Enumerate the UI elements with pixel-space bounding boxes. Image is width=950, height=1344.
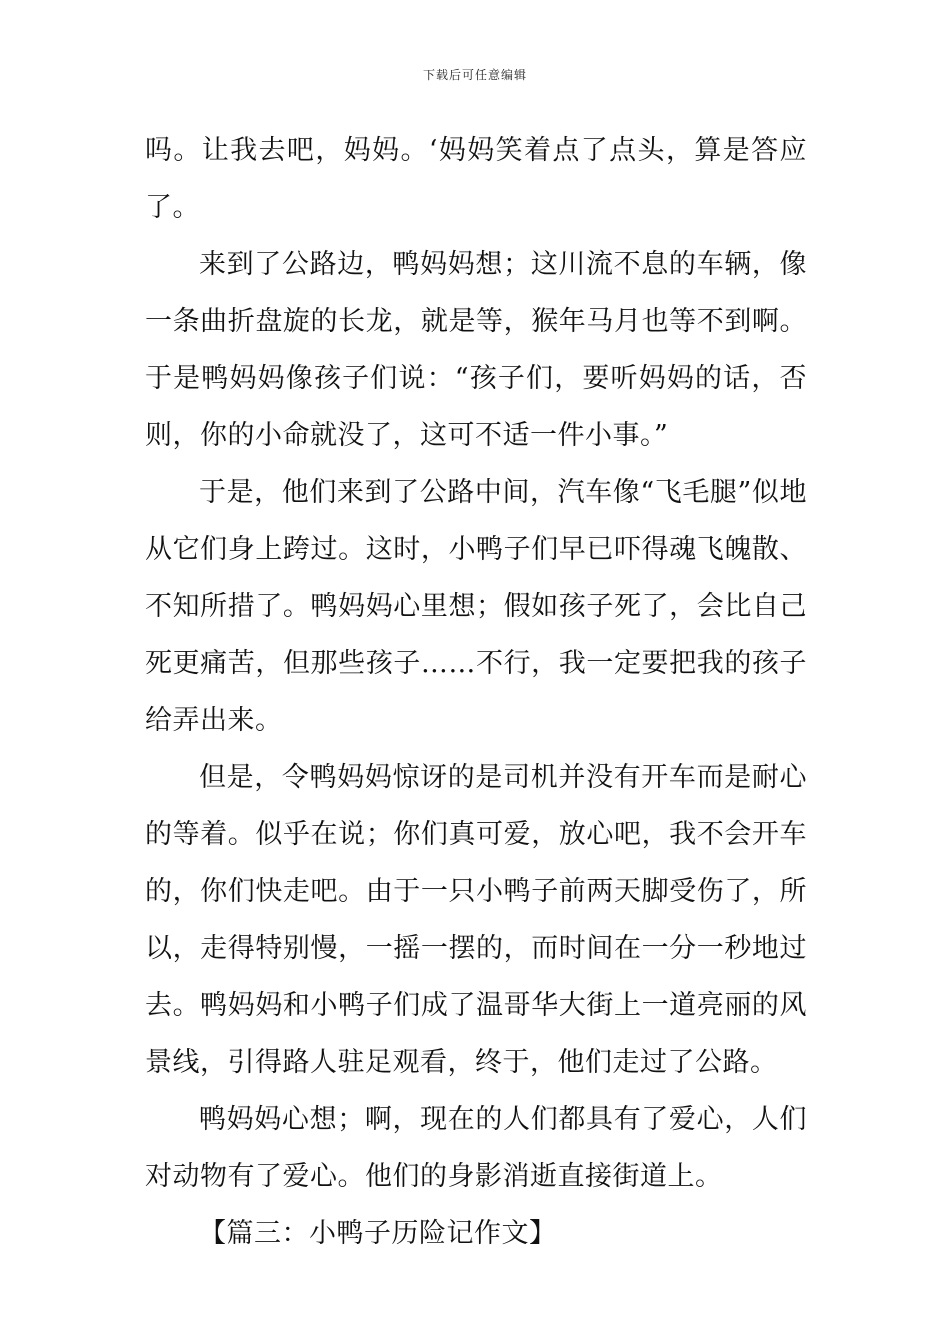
paragraph-5: 鸭妈妈心想；啊，现在的人们都具有了爱心，人们对动物有了爱心。他们的身影消逝直接街道上。 [145,1104,807,1192]
paragraph-2: 来到了公路边，鸭妈妈想；这川流不息的车辆，像一条曲折盘旋的长龙，就是等，猴年马月也等不到啊。于是鸭妈妈像孩子们说：“孩子们，要听妈妈的话，否则，你的小命就没了，这可不适一件小事。” [145,249,807,451]
document-body [145,122,807,1262]
paragraph-1: 吗。让我去吧，妈妈。‘妈妈笑着点了点头，算是答应了。 [145,135,807,223]
paragraph-4: 但是，令鸭妈妈惊讶的是司机并没有开车而是耐心的等着。似乎在说；你们真可爱，放心吧，我不会开车的，你们快走吧。由于一只小鸭子前两天脚受伤了，所以，走得特别慢，一摇一摆的，而时间在一分一秒地过去。鸭妈妈和小鸭子们成了温哥华大街上一道亮丽的风景线，引得路人驻足观看，终于，他们走过了公路。 [145,762,807,1078]
page-header: 下载后可任意编辑 [422,68,527,82]
section-heading: 【篇三：小鸭子历险记作文】 [199,1218,557,1249]
paragraph-3: 于是，他们来到了公路中间，汽车像“飞毛腿”似地从它们身上跨过。这时，小鸭子们早已吓得魂飞魄散、不知所措了。鸭妈妈心里想；假如孩子死了，会比自己死更痛苦，但那些孩子……不行，我一定要把我的孩子给弄出来。 [145,477,807,736]
